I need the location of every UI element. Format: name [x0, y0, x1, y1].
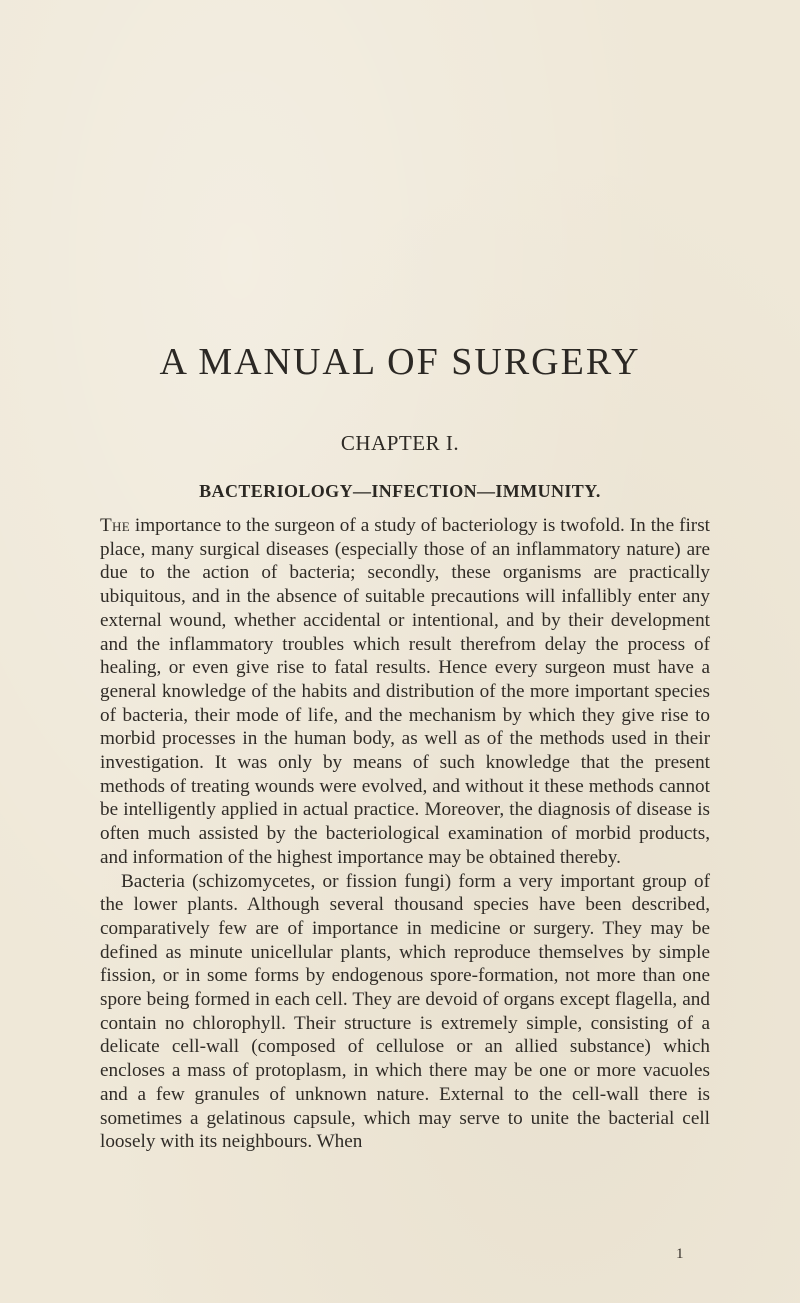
chapter-number: CHAPTER I.	[340, 431, 460, 455]
body-text	[100, 514, 710, 1154]
paragraph-1-lead: The	[100, 515, 130, 536]
book-title: A MANUAL OF SURGERY	[159, 341, 641, 383]
chapter-title: BACTERIOLOGY—INFECTION—IMMUNITY.	[199, 481, 601, 501]
paragraph-1	[100, 514, 710, 870]
paragraph-1-text: importance to the surgeon of a study of bacteriology is twofold. In the first place, many surgical diseases (especially those of an inflammatory nature) are due to the action of bacteria; secondly, these organisms are practically ubiquitous, and in the absence of suitable precautions will infallibly enter any external wound, whether accidental or intentional, and by their development and the inflammatory troubles which result therefrom delay the process of healing, or even give rise to fatal results. Hence every surgeon must have a general knowledge of the habits and distribution of the more important species of bacteria, their mode of life, and the mechanism by which they give rise to morbid processes in the human body, as well as of the methods used in their investigation. It was only by means of such knowledge that the present methods of treating wounds were evolved, and without it these methods cannot be intelligently applied in actual practice. Moreover, the diagnosis of disease is often much assisted by the bacteriological examination of morbid products, and information of the highest importance may be obtained thereby.	[100, 515, 710, 868]
paragraph-2: Bacteria (schizomycetes, or fission fungi) form a very important group of the lower plants. Although several thousand species have been described, comparatively few are of importance in medicine or surgery. They may be defined as minute unicellular plants, which reproduce themselves by simple fission, or in some forms by endogenous spore-formation, not more than one spore being formed in each cell. They are devoid of organs except flagella, and contain no chlorophyll. Their structure is extremely simple, consisting of a delicate cell-wall (composed of cellulose or an allied substance) which encloses a mass of protoplasm, in which there may be one or more vacuoles and a few granules of unknown nature. External to the cell-wall there is sometimes a gelatinous capsule, which may serve to unite the bacterial cell loosely with its neighbours. When	[100, 870, 710, 1153]
page-number: 1	[676, 1246, 684, 1262]
